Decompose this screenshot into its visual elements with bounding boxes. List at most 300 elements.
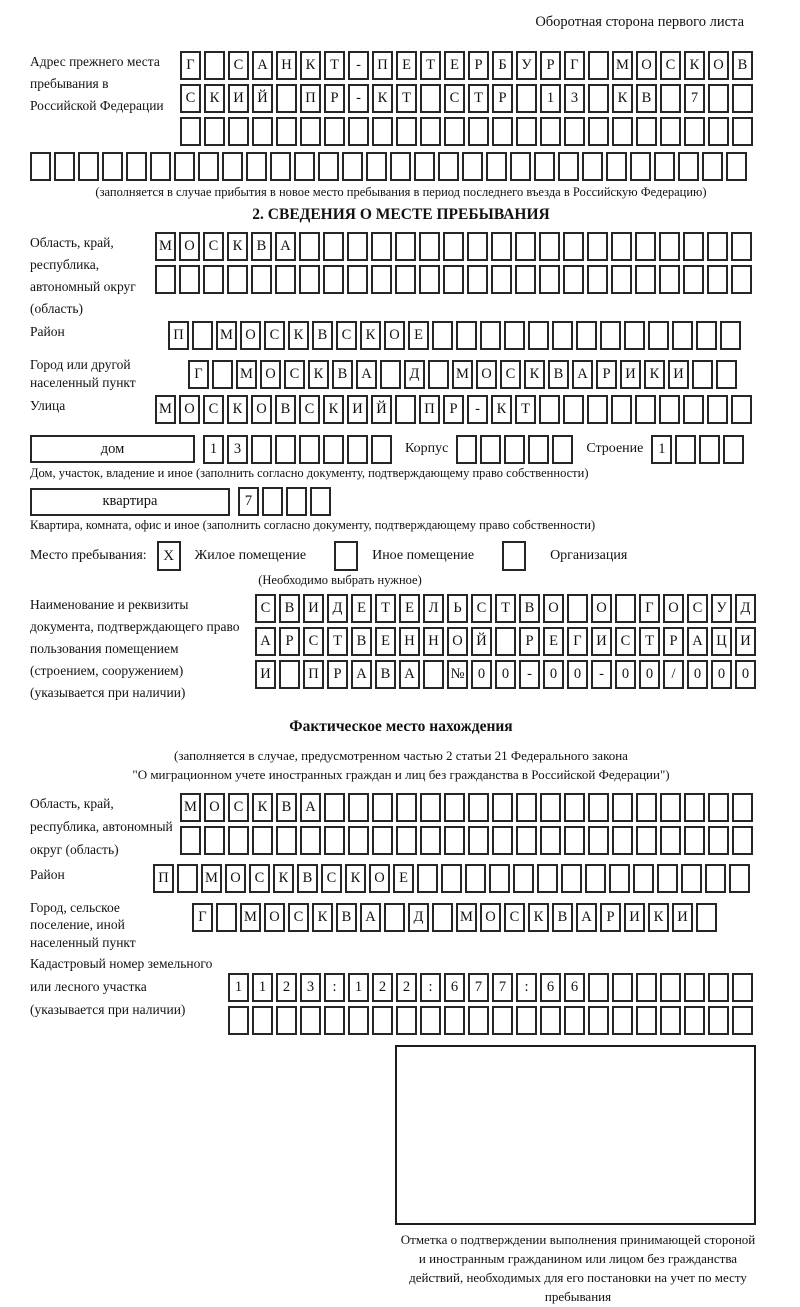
char-cell[interactable]: 1 bbox=[540, 84, 561, 113]
char-cell[interactable] bbox=[276, 826, 297, 855]
char-cell[interactable] bbox=[228, 1006, 249, 1035]
char-cell[interactable] bbox=[251, 435, 272, 464]
char-cell[interactable] bbox=[348, 826, 369, 855]
char-cell[interactable] bbox=[323, 435, 344, 464]
char-cell[interactable] bbox=[395, 232, 416, 261]
char-cell[interactable] bbox=[611, 232, 632, 261]
char-cell[interactable] bbox=[540, 793, 561, 822]
char-cell[interactable] bbox=[515, 232, 536, 261]
char-cell[interactable] bbox=[276, 1006, 297, 1035]
char-cell[interactable] bbox=[480, 321, 501, 350]
char-cell[interactable]: И bbox=[303, 594, 324, 623]
char-cell[interactable]: К bbox=[345, 864, 366, 893]
char-cell[interactable]: В bbox=[332, 360, 353, 389]
char-cell[interactable] bbox=[731, 232, 752, 261]
char-cell[interactable] bbox=[347, 435, 368, 464]
char-cell[interactable]: Г bbox=[564, 51, 585, 80]
char-cell[interactable]: 6 bbox=[444, 973, 465, 1002]
char-cell[interactable]: П bbox=[303, 660, 324, 689]
char-cell[interactable]: Д bbox=[327, 594, 348, 623]
char-cell[interactable]: 1 bbox=[228, 973, 249, 1002]
char-cell[interactable] bbox=[659, 265, 680, 294]
char-cell[interactable]: Т bbox=[375, 594, 396, 623]
char-cell[interactable] bbox=[468, 1006, 489, 1035]
char-cell[interactable] bbox=[708, 973, 729, 1002]
char-cell[interactable]: Е bbox=[543, 627, 564, 656]
char-cell[interactable] bbox=[708, 84, 729, 113]
char-cell[interactable]: К bbox=[227, 232, 248, 261]
char-cell[interactable] bbox=[659, 395, 680, 424]
char-cell[interactable] bbox=[396, 793, 417, 822]
char-cell[interactable] bbox=[660, 84, 681, 113]
char-cell[interactable]: 0 bbox=[567, 660, 588, 689]
char-cell[interactable]: 7 bbox=[492, 973, 513, 1002]
char-cell[interactable]: - bbox=[348, 84, 369, 113]
char-cell[interactable] bbox=[723, 435, 744, 464]
char-cell[interactable] bbox=[204, 51, 225, 80]
char-cell[interactable] bbox=[612, 973, 633, 1002]
char-cell[interactable]: О bbox=[543, 594, 564, 623]
char-cell[interactable] bbox=[683, 395, 704, 424]
char-cell[interactable] bbox=[678, 152, 699, 181]
char-cell[interactable] bbox=[262, 487, 283, 516]
char-cell[interactable]: Р bbox=[468, 51, 489, 80]
char-cell[interactable] bbox=[684, 793, 705, 822]
char-cell[interactable]: В bbox=[312, 321, 333, 350]
char-cell[interactable] bbox=[612, 1006, 633, 1035]
char-cell[interactable]: В bbox=[297, 864, 318, 893]
char-cell[interactable] bbox=[198, 152, 219, 181]
char-cell[interactable]: М bbox=[180, 793, 201, 822]
char-cell[interactable]: О bbox=[240, 321, 261, 350]
char-cell[interactable] bbox=[563, 232, 584, 261]
char-cell[interactable]: А bbox=[351, 660, 372, 689]
char-cell[interactable]: В bbox=[636, 84, 657, 113]
char-cell[interactable] bbox=[492, 117, 513, 146]
char-cell[interactable]: С bbox=[336, 321, 357, 350]
char-cell[interactable]: Ь bbox=[447, 594, 468, 623]
char-cell[interactable] bbox=[708, 826, 729, 855]
char-cell[interactable] bbox=[384, 903, 405, 932]
char-cell[interactable]: Р bbox=[327, 660, 348, 689]
char-cell[interactable]: О bbox=[447, 627, 468, 656]
char-cell[interactable]: В bbox=[519, 594, 540, 623]
char-cell[interactable]: Н bbox=[276, 51, 297, 80]
char-cell[interactable] bbox=[428, 360, 449, 389]
char-cell[interactable]: С bbox=[299, 395, 320, 424]
char-cell[interactable] bbox=[611, 395, 632, 424]
char-cell[interactable] bbox=[252, 826, 273, 855]
char-cell[interactable] bbox=[696, 903, 717, 932]
char-cell[interactable]: С bbox=[321, 864, 342, 893]
char-cell[interactable]: - bbox=[467, 395, 488, 424]
char-cell[interactable] bbox=[636, 117, 657, 146]
char-cell[interactable] bbox=[180, 826, 201, 855]
char-cell[interactable]: А bbox=[356, 360, 377, 389]
char-cell[interactable] bbox=[660, 1006, 681, 1035]
char-cell[interactable] bbox=[720, 321, 741, 350]
char-cell[interactable]: Т bbox=[495, 594, 516, 623]
char-cell[interactable] bbox=[588, 117, 609, 146]
char-cell[interactable] bbox=[468, 826, 489, 855]
char-cell[interactable]: Л bbox=[423, 594, 444, 623]
char-cell[interactable] bbox=[228, 117, 249, 146]
char-cell[interactable] bbox=[294, 152, 315, 181]
char-cell[interactable] bbox=[564, 826, 585, 855]
char-cell[interactable] bbox=[275, 435, 296, 464]
char-cell[interactable]: О bbox=[708, 51, 729, 80]
char-cell[interactable]: О bbox=[179, 395, 200, 424]
char-cell[interactable] bbox=[396, 117, 417, 146]
char-cell[interactable]: С bbox=[504, 903, 525, 932]
char-cell[interactable] bbox=[636, 793, 657, 822]
char-cell[interactable] bbox=[462, 152, 483, 181]
char-cell[interactable]: Т bbox=[324, 51, 345, 80]
char-cell[interactable] bbox=[609, 864, 630, 893]
char-cell[interactable]: И bbox=[347, 395, 368, 424]
char-cell[interactable]: С bbox=[303, 627, 324, 656]
char-cell[interactable] bbox=[732, 973, 753, 1002]
char-cell[interactable] bbox=[635, 232, 656, 261]
char-cell[interactable] bbox=[252, 1006, 273, 1035]
char-cell[interactable] bbox=[491, 265, 512, 294]
char-cell[interactable]: И bbox=[735, 627, 756, 656]
char-cell[interactable] bbox=[443, 232, 464, 261]
char-cell[interactable]: Т bbox=[327, 627, 348, 656]
char-cell[interactable] bbox=[465, 864, 486, 893]
char-cell[interactable] bbox=[177, 864, 198, 893]
char-cell[interactable]: Е bbox=[408, 321, 429, 350]
char-cell[interactable] bbox=[684, 826, 705, 855]
char-cell[interactable] bbox=[371, 232, 392, 261]
char-cell[interactable] bbox=[495, 627, 516, 656]
char-cell[interactable] bbox=[348, 1006, 369, 1035]
char-cell[interactable] bbox=[54, 152, 75, 181]
char-cell[interactable] bbox=[414, 152, 435, 181]
char-cell[interactable]: К bbox=[528, 903, 549, 932]
char-cell[interactable]: № bbox=[447, 660, 468, 689]
char-cell[interactable]: У bbox=[516, 51, 537, 80]
char-cell[interactable] bbox=[420, 84, 441, 113]
char-cell[interactable]: Й bbox=[471, 627, 492, 656]
char-cell[interactable]: П bbox=[419, 395, 440, 424]
char-cell[interactable]: О bbox=[636, 51, 657, 80]
char-cell[interactable]: Е bbox=[396, 51, 417, 80]
char-cell[interactable]: С bbox=[687, 594, 708, 623]
char-cell[interactable]: В bbox=[251, 232, 272, 261]
char-cell[interactable]: К bbox=[252, 793, 273, 822]
char-cell[interactable]: Г bbox=[188, 360, 209, 389]
char-cell[interactable]: В bbox=[276, 793, 297, 822]
char-cell[interactable]: 0 bbox=[735, 660, 756, 689]
char-cell[interactable] bbox=[534, 152, 555, 181]
char-cell[interactable] bbox=[726, 152, 747, 181]
char-cell[interactable]: - bbox=[519, 660, 540, 689]
char-cell[interactable] bbox=[707, 232, 728, 261]
char-cell[interactable] bbox=[252, 117, 273, 146]
char-cell[interactable]: С bbox=[203, 232, 224, 261]
char-cell[interactable] bbox=[585, 864, 606, 893]
char-cell[interactable] bbox=[561, 864, 582, 893]
char-cell[interactable] bbox=[324, 793, 345, 822]
char-cell[interactable]: О bbox=[225, 864, 246, 893]
char-cell[interactable] bbox=[323, 265, 344, 294]
char-cell[interactable] bbox=[300, 117, 321, 146]
char-cell[interactable] bbox=[576, 321, 597, 350]
char-cell[interactable]: 3 bbox=[300, 973, 321, 1002]
char-cell[interactable]: Р bbox=[443, 395, 464, 424]
char-cell[interactable] bbox=[516, 1006, 537, 1035]
char-cell[interactable] bbox=[683, 232, 704, 261]
char-cell[interactable]: С bbox=[180, 84, 201, 113]
char-cell[interactable] bbox=[516, 793, 537, 822]
char-cell[interactable]: 6 bbox=[540, 973, 561, 1002]
char-cell[interactable] bbox=[537, 864, 558, 893]
char-cell[interactable] bbox=[684, 973, 705, 1002]
char-cell[interactable] bbox=[270, 152, 291, 181]
char-cell[interactable]: Н bbox=[399, 627, 420, 656]
char-cell[interactable] bbox=[552, 321, 573, 350]
char-cell[interactable]: Й bbox=[371, 395, 392, 424]
char-cell[interactable]: А bbox=[275, 232, 296, 261]
char-cell[interactable] bbox=[708, 117, 729, 146]
char-cell[interactable]: М bbox=[612, 51, 633, 80]
char-cell[interactable]: И bbox=[668, 360, 689, 389]
char-cell[interactable]: Г bbox=[192, 903, 213, 932]
char-cell[interactable] bbox=[515, 265, 536, 294]
char-cell[interactable] bbox=[456, 321, 477, 350]
char-cell[interactable] bbox=[513, 864, 534, 893]
char-cell[interactable]: И bbox=[624, 903, 645, 932]
char-cell[interactable] bbox=[275, 265, 296, 294]
char-cell[interactable] bbox=[684, 117, 705, 146]
char-cell[interactable]: В bbox=[732, 51, 753, 80]
char-cell[interactable] bbox=[204, 117, 225, 146]
char-cell[interactable] bbox=[300, 1006, 321, 1035]
char-cell[interactable]: 1 bbox=[203, 435, 224, 464]
char-cell[interactable]: Е bbox=[393, 864, 414, 893]
char-cell[interactable]: С bbox=[228, 51, 249, 80]
place-type-checkbox-other[interactable] bbox=[334, 541, 358, 571]
char-cell[interactable]: А bbox=[572, 360, 593, 389]
char-cell[interactable] bbox=[660, 793, 681, 822]
char-cell[interactable] bbox=[624, 321, 645, 350]
char-cell[interactable]: Д bbox=[404, 360, 425, 389]
char-cell[interactable]: П bbox=[153, 864, 174, 893]
char-cell[interactable] bbox=[588, 84, 609, 113]
char-cell[interactable] bbox=[504, 435, 525, 464]
char-cell[interactable] bbox=[539, 395, 560, 424]
char-cell[interactable]: Т bbox=[396, 84, 417, 113]
char-cell[interactable] bbox=[228, 826, 249, 855]
char-cell[interactable] bbox=[539, 265, 560, 294]
char-cell[interactable]: С bbox=[471, 594, 492, 623]
char-cell[interactable] bbox=[504, 321, 525, 350]
char-cell[interactable] bbox=[30, 152, 51, 181]
char-cell[interactable] bbox=[150, 152, 171, 181]
char-cell[interactable] bbox=[324, 117, 345, 146]
char-cell[interactable] bbox=[492, 1006, 513, 1035]
char-cell[interactable]: М bbox=[456, 903, 477, 932]
char-cell[interactable]: А bbox=[300, 793, 321, 822]
char-cell[interactable] bbox=[380, 360, 401, 389]
char-cell[interactable] bbox=[491, 232, 512, 261]
char-cell[interactable] bbox=[563, 395, 584, 424]
char-cell[interactable] bbox=[729, 864, 750, 893]
char-cell[interactable]: С bbox=[500, 360, 521, 389]
char-cell[interactable]: 6 bbox=[564, 973, 585, 1002]
char-cell[interactable]: Й bbox=[252, 84, 273, 113]
char-cell[interactable] bbox=[480, 435, 501, 464]
char-cell[interactable] bbox=[732, 826, 753, 855]
char-cell[interactable] bbox=[372, 826, 393, 855]
char-cell[interactable]: О bbox=[369, 864, 390, 893]
char-cell[interactable] bbox=[324, 1006, 345, 1035]
char-cell[interactable]: Е bbox=[399, 594, 420, 623]
char-cell[interactable] bbox=[279, 660, 300, 689]
char-cell[interactable]: 1 bbox=[348, 973, 369, 1002]
char-cell[interactable]: Б bbox=[492, 51, 513, 80]
char-cell[interactable]: К bbox=[323, 395, 344, 424]
char-cell[interactable] bbox=[204, 826, 225, 855]
char-cell[interactable] bbox=[310, 487, 331, 516]
char-cell[interactable] bbox=[606, 152, 627, 181]
char-cell[interactable] bbox=[456, 435, 477, 464]
char-cell[interactable] bbox=[347, 232, 368, 261]
char-cell[interactable] bbox=[630, 152, 651, 181]
char-cell[interactable]: А bbox=[252, 51, 273, 80]
char-cell[interactable]: - bbox=[591, 660, 612, 689]
char-cell[interactable]: К bbox=[227, 395, 248, 424]
char-cell[interactable] bbox=[564, 793, 585, 822]
char-cell[interactable] bbox=[371, 435, 392, 464]
char-cell[interactable]: Р bbox=[492, 84, 513, 113]
char-cell[interactable] bbox=[155, 265, 176, 294]
char-cell[interactable] bbox=[372, 1006, 393, 1035]
char-cell[interactable]: Р bbox=[596, 360, 617, 389]
char-cell[interactable] bbox=[540, 826, 561, 855]
char-cell[interactable] bbox=[692, 360, 713, 389]
char-cell[interactable]: М bbox=[155, 232, 176, 261]
char-cell[interactable] bbox=[683, 265, 704, 294]
char-cell[interactable] bbox=[635, 395, 656, 424]
char-cell[interactable] bbox=[611, 265, 632, 294]
char-cell[interactable]: Д bbox=[735, 594, 756, 623]
char-cell[interactable] bbox=[660, 826, 681, 855]
char-cell[interactable] bbox=[732, 1006, 753, 1035]
char-cell[interactable]: 2 bbox=[372, 973, 393, 1002]
char-cell[interactable] bbox=[102, 152, 123, 181]
char-cell[interactable] bbox=[612, 793, 633, 822]
char-cell[interactable]: О bbox=[384, 321, 405, 350]
char-cell[interactable]: 3 bbox=[564, 84, 585, 113]
char-cell[interactable] bbox=[707, 265, 728, 294]
char-cell[interactable] bbox=[276, 84, 297, 113]
char-cell[interactable] bbox=[615, 594, 636, 623]
char-cell[interactable]: О bbox=[179, 232, 200, 261]
char-cell[interactable]: И bbox=[620, 360, 641, 389]
char-cell[interactable] bbox=[552, 435, 573, 464]
char-cell[interactable]: М bbox=[216, 321, 237, 350]
char-cell[interactable] bbox=[419, 265, 440, 294]
char-cell[interactable]: О bbox=[663, 594, 684, 623]
char-cell[interactable]: И bbox=[255, 660, 276, 689]
char-cell[interactable]: А bbox=[360, 903, 381, 932]
char-cell[interactable] bbox=[420, 826, 441, 855]
char-cell[interactable]: 3 bbox=[227, 435, 248, 464]
char-cell[interactable]: А bbox=[399, 660, 420, 689]
char-cell[interactable]: К bbox=[372, 84, 393, 113]
char-cell[interactable]: В bbox=[548, 360, 569, 389]
char-cell[interactable] bbox=[731, 265, 752, 294]
char-cell[interactable]: Ц bbox=[711, 627, 732, 656]
char-cell[interactable] bbox=[323, 232, 344, 261]
char-cell[interactable]: 7 bbox=[468, 973, 489, 1002]
char-cell[interactable] bbox=[702, 152, 723, 181]
char-cell[interactable] bbox=[390, 152, 411, 181]
char-cell[interactable]: М bbox=[236, 360, 257, 389]
char-cell[interactable]: К bbox=[204, 84, 225, 113]
char-cell[interactable] bbox=[444, 793, 465, 822]
char-cell[interactable] bbox=[563, 265, 584, 294]
char-cell[interactable] bbox=[582, 152, 603, 181]
char-cell[interactable] bbox=[126, 152, 147, 181]
char-cell[interactable] bbox=[654, 152, 675, 181]
char-cell[interactable]: Г bbox=[639, 594, 660, 623]
char-cell[interactable]: Т bbox=[515, 395, 536, 424]
char-cell[interactable]: К bbox=[300, 51, 321, 80]
char-cell[interactable] bbox=[660, 973, 681, 1002]
char-cell[interactable]: П bbox=[168, 321, 189, 350]
char-cell[interactable] bbox=[468, 793, 489, 822]
char-cell[interactable] bbox=[318, 152, 339, 181]
char-cell[interactable]: Р bbox=[600, 903, 621, 932]
char-cell[interactable]: О bbox=[591, 594, 612, 623]
char-cell[interactable] bbox=[708, 793, 729, 822]
char-cell[interactable] bbox=[420, 117, 441, 146]
char-cell[interactable]: Г bbox=[567, 627, 588, 656]
char-cell[interactable] bbox=[395, 265, 416, 294]
char-cell[interactable] bbox=[299, 232, 320, 261]
char-cell[interactable] bbox=[732, 117, 753, 146]
char-cell[interactable] bbox=[516, 117, 537, 146]
char-cell[interactable]: 0 bbox=[495, 660, 516, 689]
char-cell[interactable]: К bbox=[644, 360, 665, 389]
char-cell[interactable]: К bbox=[491, 395, 512, 424]
char-cell[interactable] bbox=[366, 152, 387, 181]
char-cell[interactable]: 0 bbox=[543, 660, 564, 689]
char-cell[interactable] bbox=[633, 864, 654, 893]
char-cell[interactable]: : bbox=[324, 973, 345, 1002]
char-cell[interactable] bbox=[246, 152, 267, 181]
char-cell[interactable] bbox=[539, 232, 560, 261]
char-cell[interactable]: В bbox=[275, 395, 296, 424]
char-cell[interactable]: О bbox=[251, 395, 272, 424]
char-cell[interactable] bbox=[675, 435, 696, 464]
char-cell[interactable]: И bbox=[591, 627, 612, 656]
char-cell[interactable] bbox=[468, 117, 489, 146]
char-cell[interactable]: Д bbox=[408, 903, 429, 932]
char-cell[interactable]: М bbox=[452, 360, 473, 389]
char-cell[interactable] bbox=[659, 232, 680, 261]
char-cell[interactable]: : bbox=[420, 973, 441, 1002]
char-cell[interactable]: В bbox=[279, 594, 300, 623]
char-cell[interactable]: Н bbox=[423, 627, 444, 656]
place-type-checkbox-organization[interactable] bbox=[502, 541, 526, 571]
char-cell[interactable] bbox=[707, 395, 728, 424]
char-cell[interactable]: 7 bbox=[238, 487, 259, 516]
char-cell[interactable] bbox=[635, 265, 656, 294]
